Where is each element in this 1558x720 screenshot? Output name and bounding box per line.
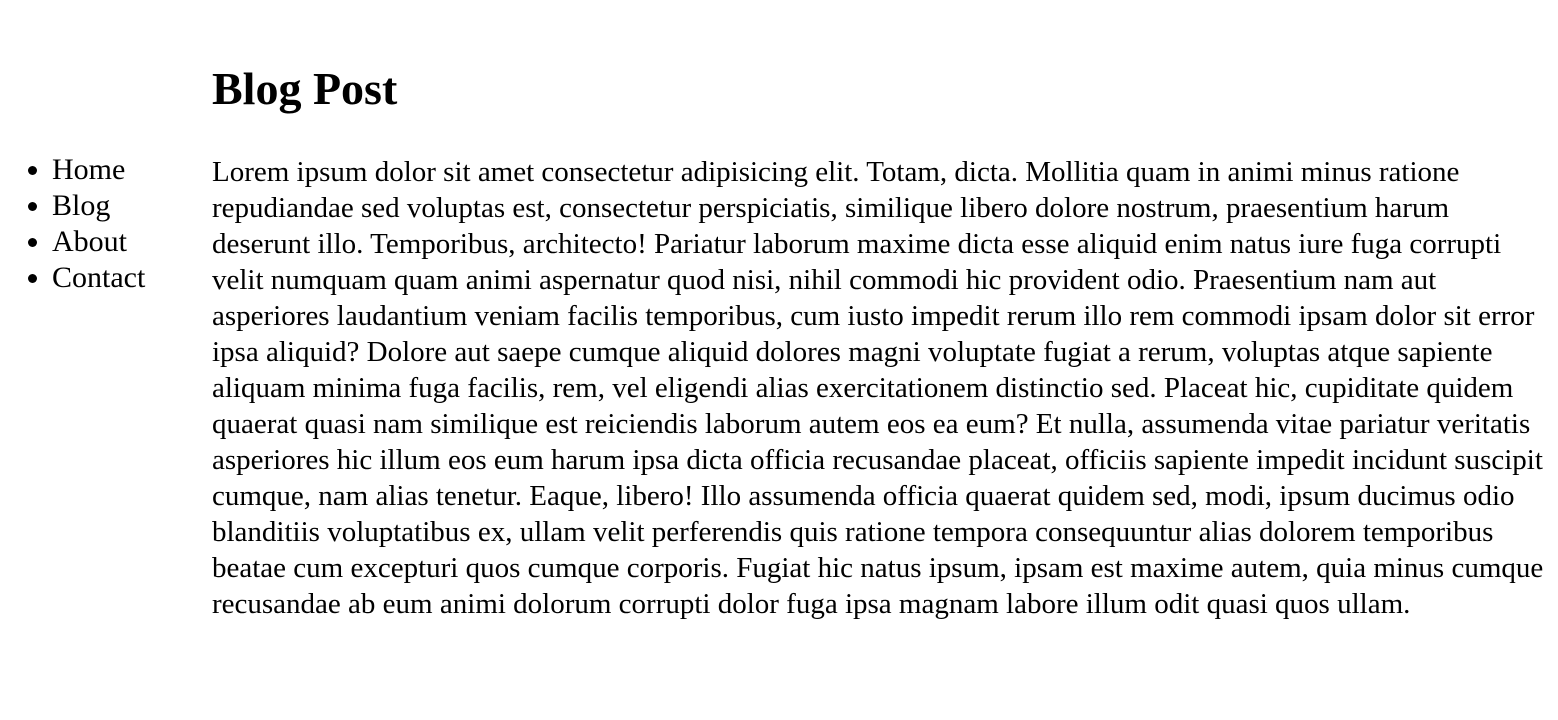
nav-item-blog (52, 188, 200, 224)
post-body: Lorem ipsum dolor sit amet consectetur adipisicing elit. Totam, dicta. Mollitia quam in animi minus ratione repudiandae sed voluptas est, consectetur perspiciatis, similique libero dolore nostrum, praesentium harum deserunt illo. Temporibus, architecto! Pariatur laborum maxime dicta esse aliquid enim natus iure fuga corrupti velit numquam quam animi aspernatur quod nisi, nihil commodi hic provident odio. Praesentium nam aut asperiores laudantium veniam facilis temporibus, cum iusto impedit rerum illo rem commodi ipsam dolor sit error ipsa aliquid? Dolore aut saepe cumque aliquid dolores magni voluptate fugiat a rerum, voluptas atque sapiente aliquam minima fuga facilis, rem, vel eligendi alias exercitationem distinctio sed. Placeat hic, cupiditate quidem quaerat quasi nam similique est reiciendis laborum autem eos ea eum? Et nulla, assumenda vitae pariatur veritatis asperiores hic illum eos eum harum ipsa dicta officia recusandae placeat, officiis sapiente impedit incidunt suscipit cumque, nam alias tenetur. Eaque, libero! Illo assumenda officia quaerat quidem sed, modi, ipsum ducimus odio blanditiis voluptatibus ex, ullam velit perferendis quis ratione tempora consequuntur alias dolorem temporibus beatae cum excepturi quos cumque corporis. Fugiat hic natus ipsum, ipsam est maxime autem, quia minus cumque recusandae ab eum animi dolorum corrupti dolor fuga ipsa magnam labore illum odit quasi quos ullam. (212, 156, 1544, 620)
nav-link-blog[interactable]: Blog (52, 189, 111, 222)
nav-item-contact (52, 260, 200, 296)
main-content (212, 0, 1552, 622)
page-title: Blog Post (212, 63, 398, 114)
nav-item-about (52, 224, 200, 260)
nav-list (0, 152, 200, 296)
nav-link-contact[interactable]: Contact (52, 261, 146, 294)
nav-link-home[interactable]: Home (52, 153, 126, 186)
nav-item-home (52, 152, 200, 188)
sidebar-nav (0, 152, 200, 296)
nav-link-about[interactable]: About (52, 225, 127, 258)
